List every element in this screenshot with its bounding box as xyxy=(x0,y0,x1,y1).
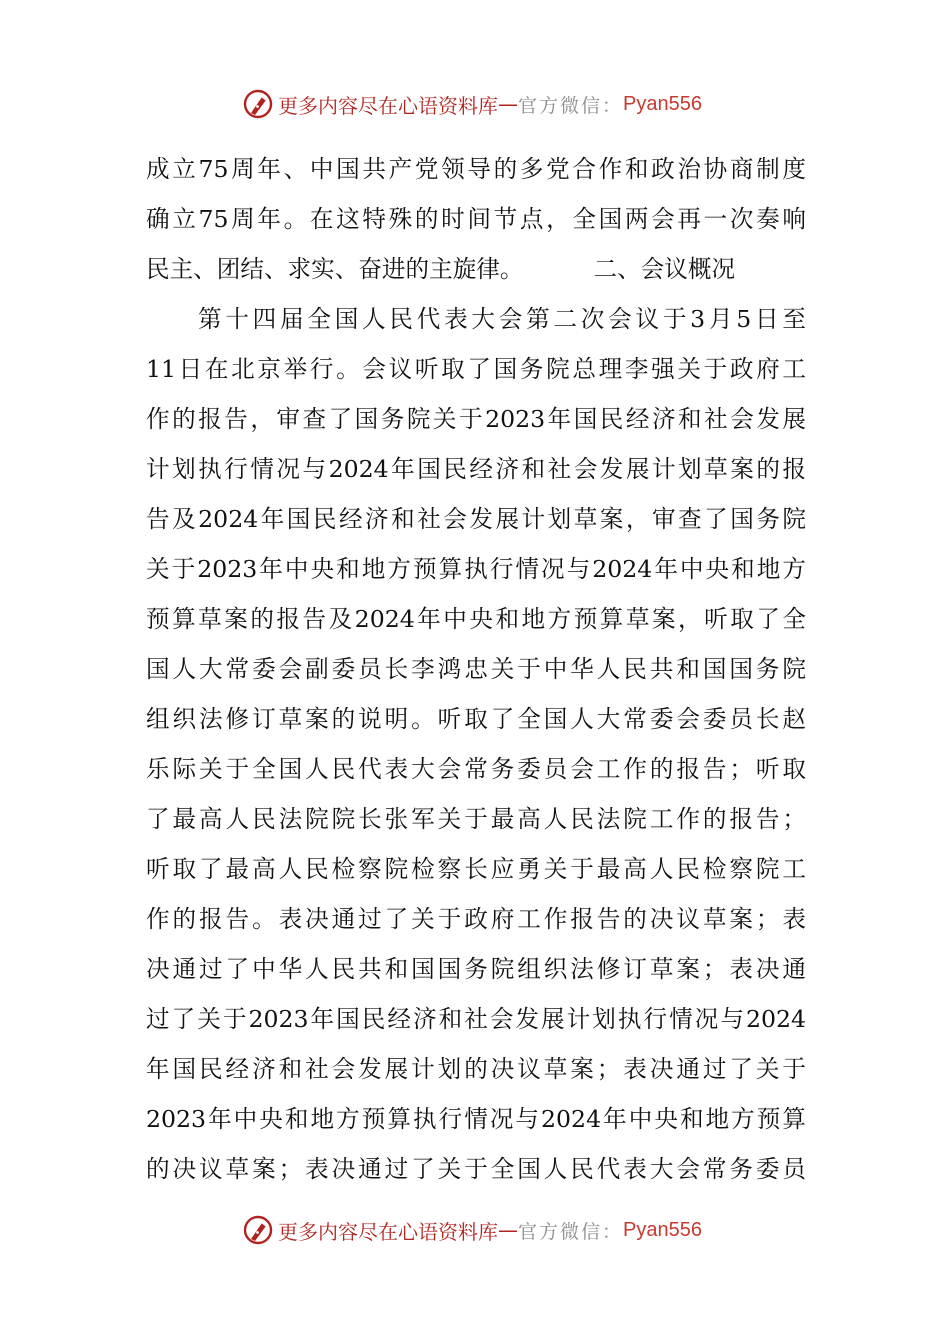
text-line: 计划执行情况与2024年国民经济和社会发展计划草案的报 xyxy=(146,455,806,483)
pen-nib-icon xyxy=(242,88,274,120)
banner-brand-text: 更多内容尽在心语资料库 xyxy=(278,1219,498,1244)
banner-wechat-id: Pyan556 xyxy=(623,92,702,115)
section-heading: 二、会议概况 xyxy=(593,255,736,283)
banner-separator: — xyxy=(498,1218,518,1242)
text-line: 国人大常委会副委员长李鸿忠关于中华人民共和国国务院 xyxy=(146,655,806,683)
footer-banner xyxy=(0,1210,950,1250)
banner-separator: — xyxy=(498,92,518,116)
paragraph-first-line: 第十四届全国人民代表大会第二次会议于3月5日至 xyxy=(198,305,806,333)
text-line: 组织法修订草案的说明。听取了全国人大常委会委员长赵 xyxy=(146,705,806,733)
document-body xyxy=(146,144,806,1194)
text-line: 作的报告。表决通过了关于政府工作报告的决议草案；表 xyxy=(146,905,806,933)
text-line: 预算草案的报告及2024年中央和地方预算草案，听取了全 xyxy=(146,605,806,633)
text-line: 过了关于2023年国民经济和社会发展计划执行情况与2024 xyxy=(146,1005,806,1033)
text-line: 乐际关于全国人民代表大会常务委员会工作的报告；听取 xyxy=(146,755,806,783)
pen-nib-icon xyxy=(242,1214,274,1246)
text-line-with-heading xyxy=(146,244,806,294)
text-line: 成立75周年、中国共产党领导的多党合作和政治协商制度 xyxy=(146,155,806,183)
text-line: 的决议草案；表决通过了关于全国人民代表大会常务委员 xyxy=(146,1155,806,1183)
text-line: 告及2024年国民经济和社会发展计划草案，审查了国务院 xyxy=(146,505,806,533)
banner-official-label: 官方微信： xyxy=(518,1220,624,1243)
text-line: 年国民经济和社会发展计划的决议草案；表决通过了关于 xyxy=(146,1055,806,1083)
text-line: 2023年中央和地方预算执行情况与2024年中央和地方预算 xyxy=(146,1105,806,1133)
text-line: 关于2023年中央和地方预算执行情况与2024年中央和地方 xyxy=(146,555,806,583)
banner-official-label: 官方微信： xyxy=(518,94,624,117)
text-line: 作的报告，审查了国务院关于2023年国民经济和社会发展 xyxy=(146,405,806,433)
text-line: 听取了最高人民检察院检察长应勇关于最高人民检察院工 xyxy=(146,855,806,883)
header-banner xyxy=(0,84,950,124)
text-line: 了最高人民法院院长张军关于最高人民法院工作的报告； xyxy=(146,805,806,833)
text-line: 民主、团结、求实、奋进的主旋律。 xyxy=(146,255,524,283)
banner-brand-text: 更多内容尽在心语资料库 xyxy=(278,93,498,118)
text-line: 确立75周年。在这特殊的时间节点，全国两会再一次奏响 xyxy=(146,205,806,233)
text-line: 决通过了中华人民共和国国务院组织法修订草案；表决通 xyxy=(146,955,806,983)
text-line: 11日在北京举行。会议听取了国务院总理李强关于政府工 xyxy=(146,355,806,383)
banner-wechat-id: Pyan556 xyxy=(623,1218,702,1241)
